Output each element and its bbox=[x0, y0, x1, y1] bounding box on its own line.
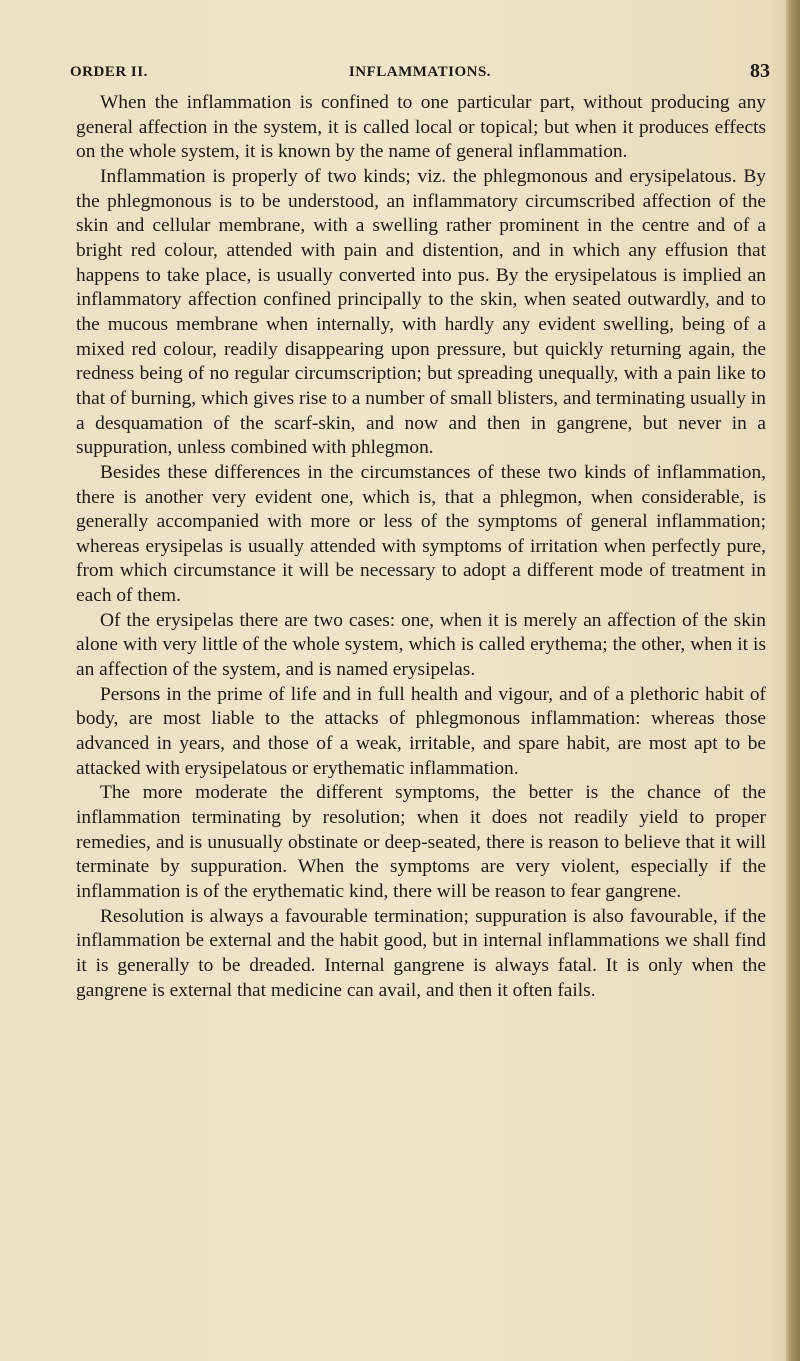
paragraph: Persons in the prime of life and in full health and vigour, and of a plethoric habit of body, are most liable to the attacks of phlegmonous inflammation: whereas those advanced in years, and those of a weak, irritable, and spare habit, are most apt to be attacked with erysipelatous or erythematic inflammation. bbox=[76, 683, 766, 779]
paragraph: When the inflammation is confined to one particular part, without producing any general affection in the system, it is called local or topical; but when it produces effects on the whole system, it is known by the name of general inflammation. bbox=[76, 92, 766, 163]
page-edge bbox=[786, 0, 800, 1361]
header-title: INFLAMMATIONS. bbox=[348, 64, 492, 80]
page-number: 83 bbox=[750, 60, 770, 82]
paragraph: Resolution is always a favourable termination; suppuration is also favourable, if the inflammation be external and the habit good, but in internal inflammations we shall find it is generally to be dreaded. Internal gangrene is always fatal. It is only when the gangrene is external that medicine can avail, and then it often fails. bbox=[76, 905, 766, 1001]
header-order: ORDER II. bbox=[70, 64, 148, 80]
paragraph: The more moderate the different symptoms, the better is the chance of the inflammation terminating by resolution; when it does not readily yield to proper remedies, and is unusually obstinate or deep-seated, there is reason to believe that it will terminate by suppuration. When the symptoms are very violent, especially if the inflammation is of the erythematic kind, there will be reason to fear gangrene. bbox=[76, 782, 766, 902]
paragraph: Besides these differences in the circumstances of these two kinds of inflammation, there is another very evident one, which is, that a phlegmon, when considerable, is generally accompanied with more or less of the symptoms of general inflammation; whereas erysipelas is usually attended with symptoms of irritation when perfectly pure, from which circumstance it will be necessary to adopt a different mode of treatment in each of them. bbox=[76, 461, 766, 607]
paragraph: Of the erysipelas there are two cases: one, when it is merely an affection of the skin alone with very little of the whole system, which is called erythema; the other, when it is an affection of the system, and is named erysipelas. bbox=[76, 609, 766, 681]
body-text bbox=[76, 91, 766, 1003]
running-header bbox=[70, 60, 770, 84]
paragraph: Inflammation is properly of two kinds; viz. the phlegmonous and erysipelatous. By the phlegmonous is to be understood, an inflammatory circumscribed affection of the skin and cellular membrane, with a swelling rather prominent in the centre and of a bright red colour, attended with pain and distention, and in which any effusion that happens to take place, is usually converted into pus. By the erysipelatous is implied an inflammatory affection confined principally to the skin, when seated outwardly, and to the mucous membrane when internally, with hardly any evident swelling, being of a mixed red colour, readily disappearing upon pressure, but quickly returning again, the redness being of no regular circumscription; but spreading unequally, with a pain like to that of burning, which gives rise to a number of small blisters, and terminating usually in a desquamation of the scarf-skin, and now and then in gangrene, but never in a suppuration, unless combined with phlegmon. bbox=[76, 165, 766, 459]
